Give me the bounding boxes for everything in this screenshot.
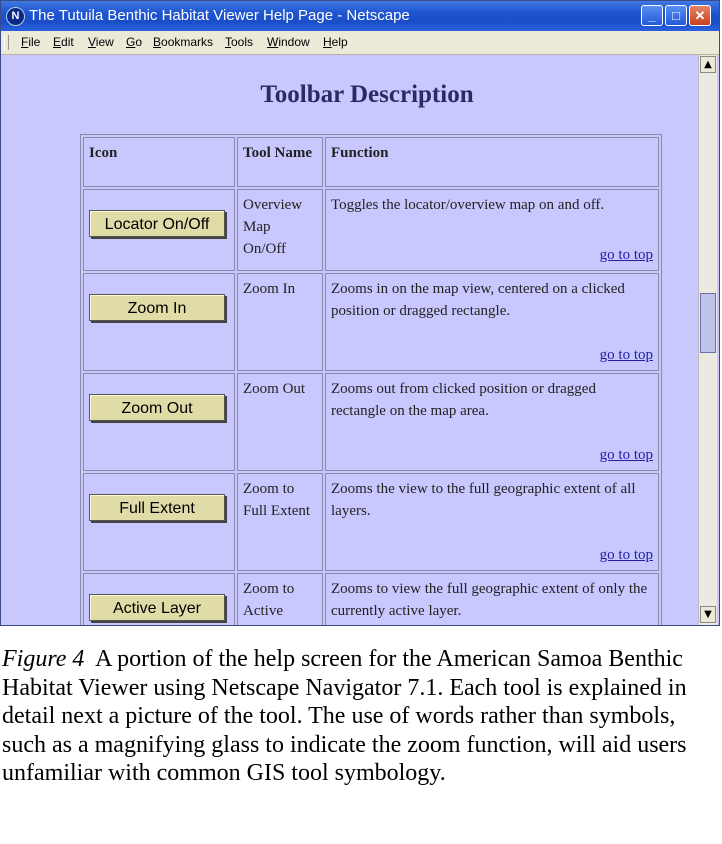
table-row — [83, 473, 659, 571]
menubar-grip[interactable] — [4, 35, 9, 50]
icon-cell — [83, 273, 235, 371]
icon-cell — [83, 473, 235, 571]
tool-name-cell: Zoom to Full Extent — [237, 473, 323, 571]
scrollbar-thumb[interactable] — [700, 293, 716, 353]
caption-text: A portion of the help screen for the American Samoa Benthic Habitat Viewer using Netscape Navigator 7.1. Each tool is explained in detail next a picture of the tool. The use of words rather than symbols, such as a magnifying glass to indicate the zoom function, will aid users unfamiliar with common GIS tool symbology. — [2, 646, 687, 786]
menu-bookmarks[interactable]: Bookmarks — [153, 35, 214, 49]
table-row — [83, 189, 659, 271]
function-text: Zooms in on the map view, centered on a clicked position or dragged rectangle. — [331, 281, 625, 319]
function-text: Zooms the view to the full geographic extent of all layers. — [331, 481, 636, 519]
toolbar-table — [80, 134, 662, 625]
function-text: Zooms out from clicked position or dragged rectangle on the map area. — [331, 381, 596, 419]
icon-cell — [83, 573, 235, 625]
icon-cell — [83, 189, 235, 271]
figure-caption — [2, 645, 702, 788]
tool-name-cell: Zoom Out — [237, 373, 323, 471]
menu-window[interactable]: Window — [267, 35, 310, 49]
menu-go[interactable]: Go — [126, 35, 143, 49]
vertical-scrollbar[interactable] — [698, 55, 717, 625]
table-row — [83, 273, 659, 371]
menu-help[interactable]: Help — [323, 35, 348, 49]
go-to-top-link[interactable]: go to top — [599, 347, 653, 363]
col-header-function: Function — [325, 137, 659, 187]
menu-bar — [1, 31, 719, 55]
table-row — [83, 373, 659, 471]
page-title: Toolbar Description — [260, 81, 474, 108]
scroll-down-arrow-icon[interactable]: ▼ — [700, 606, 716, 623]
minimize-button[interactable]: _ — [641, 5, 663, 26]
go-to-top-link[interactable]: go to top — [599, 547, 653, 563]
close-button[interactable]: ✕ — [689, 5, 711, 26]
locator-toggle-button[interactable]: Locator On/Off — [89, 210, 225, 237]
menu-edit[interactable]: Edit — [53, 35, 74, 49]
icon-cell — [83, 373, 235, 471]
menu-view[interactable]: View — [88, 35, 114, 49]
function-cell — [325, 189, 659, 271]
tool-name-cell: Overview Map On/Off — [237, 189, 323, 271]
menu-file[interactable]: File — [21, 35, 41, 49]
col-header-tool-name: Tool Name — [237, 137, 323, 187]
function-text: Zooms to view the full geographic extent of only the currently active layer. — [331, 581, 648, 619]
go-to-top-link[interactable]: go to top — [599, 447, 653, 463]
function-text: Toggles the locator/overview map on and off. — [331, 197, 605, 213]
col-header-icon: Icon — [83, 137, 235, 187]
tool-name-cell: Zoom In — [237, 273, 323, 371]
scroll-up-arrow-icon[interactable]: ▲ — [700, 56, 716, 73]
function-cell — [325, 473, 659, 571]
active-layer-button[interactable]: Active Layer — [89, 594, 225, 621]
full-extent-button[interactable]: Full Extent — [89, 494, 225, 521]
go-to-top-link[interactable]: go to top — [599, 247, 653, 263]
table-row — [83, 573, 659, 625]
zoom-in-button[interactable]: Zoom In — [89, 294, 225, 321]
title-bar — [1, 1, 719, 31]
page-content — [1, 55, 698, 625]
table-header-row — [83, 137, 659, 187]
figure-label: Figure 4 — [2, 646, 85, 672]
netscape-n-icon[interactable]: N — [6, 7, 25, 26]
function-cell — [325, 273, 659, 371]
zoom-out-button[interactable]: Zoom Out — [89, 394, 225, 421]
menu-tools[interactable]: Tools — [225, 35, 254, 49]
function-cell — [325, 573, 659, 625]
window-title: The Tutuila Benthic Habitat Viewer Help Page - Netscape — [29, 7, 410, 24]
tool-name-cell: Zoom to Active — [237, 573, 323, 625]
function-cell — [325, 373, 659, 471]
maximize-button[interactable]: □ — [665, 5, 687, 26]
